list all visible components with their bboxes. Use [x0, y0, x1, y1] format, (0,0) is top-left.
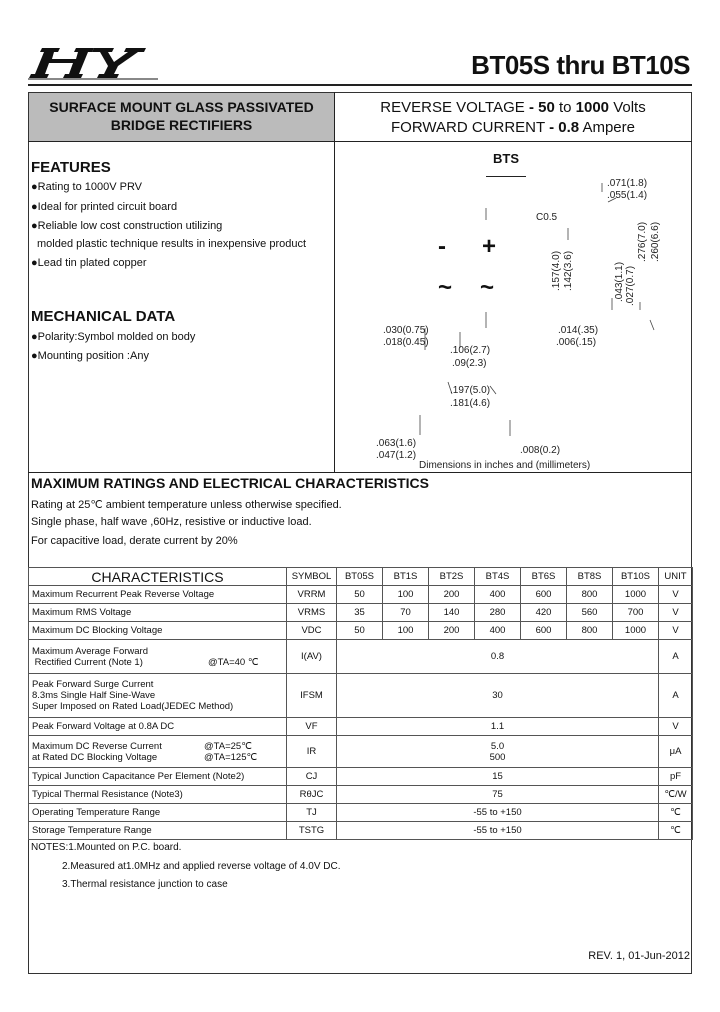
- reverse-voltage-to: to: [558, 99, 572, 116]
- mechanical-item: ●Polarity:Symbol molded on body: [31, 331, 196, 343]
- cell-value: 800: [567, 586, 613, 604]
- ratings-note: For capacitive load, derate current by 20%: [31, 535, 238, 547]
- dimension-label: C0.5: [536, 212, 558, 223]
- table-row: [29, 822, 693, 840]
- feature-item: ●Reliable low cost construction utilizing: [31, 220, 223, 232]
- cell-value: 0.8: [337, 640, 659, 674]
- row-unit: V: [659, 604, 693, 622]
- row-unit: ℃/W: [659, 786, 693, 804]
- document-title: BT05S thru BT10S: [471, 50, 690, 80]
- cell-value: 1000: [613, 622, 659, 640]
- reverse-voltage-min: 50: [538, 99, 555, 116]
- dimension-label: .157(4.0): [551, 250, 562, 291]
- table-row: [29, 586, 693, 604]
- ratings-note: Rating at 25℃ ambient temperature unless otherwise specified.: [31, 499, 342, 511]
- table-row: [29, 804, 693, 822]
- cell-value: 70: [383, 604, 429, 622]
- cell-value: -55 to +150: [337, 822, 659, 840]
- dimension-label: .027(0.7): [625, 265, 636, 306]
- cell-value: 140: [429, 604, 475, 622]
- dimension-label: .276(7.0): [637, 221, 648, 262]
- row-unit: A: [659, 640, 693, 674]
- ratings-summary: [335, 98, 691, 138]
- cell-value: 280: [475, 604, 521, 622]
- row-label: Operating Temperature Range: [29, 804, 287, 822]
- feature-item: ●Lead tin plated copper: [31, 257, 147, 269]
- cell-value: 5.0 500: [337, 736, 659, 768]
- column-header: BT6S: [521, 568, 567, 586]
- row-unit: V: [659, 586, 693, 604]
- row-label: Peak Forward Surge Current 8.3ms Single Half Sine-Wave Super Imposed on Rated Load(JEDEC Method): [29, 674, 287, 718]
- dimension-label: .260(6.6): [650, 221, 661, 262]
- row-label: Maximum DC Blocking Voltage: [29, 622, 287, 640]
- column-header: BT1S: [383, 568, 429, 586]
- cell-value: 30: [337, 674, 659, 718]
- column-header: BT4S: [475, 568, 521, 586]
- characteristics-table: [28, 567, 693, 840]
- table-row: [29, 718, 693, 736]
- cell-value: 200: [429, 586, 475, 604]
- hy-logo: [28, 44, 158, 80]
- dimension-label: .142(3.6): [563, 250, 574, 291]
- cell-value: 560: [567, 604, 613, 622]
- forward-current-label: FORWARD CURRENT: [391, 119, 545, 136]
- dimension-label: .055(1.4): [607, 190, 648, 201]
- row-label: Maximum RMS Voltage: [29, 604, 287, 622]
- row-symbol: I(AV): [287, 640, 337, 674]
- ratings-heading: MAXIMUM RATINGS AND ELECTRICAL CHARACTERISTICS: [31, 475, 429, 491]
- table-row: [29, 640, 693, 674]
- forward-current-unit: Ampere: [582, 119, 635, 136]
- forward-current-value: 0.8: [558, 119, 580, 136]
- row-symbol: VF: [287, 718, 337, 736]
- row-unit: μA: [659, 736, 693, 768]
- row-symbol: IR: [287, 736, 337, 768]
- table-row: [29, 736, 693, 768]
- minus-symbol: -: [438, 233, 446, 260]
- note-1: NOTES:1.Mounted on P.C. board.: [31, 842, 182, 853]
- row-unit: A: [659, 674, 693, 718]
- cell-value: 1000: [613, 586, 659, 604]
- dimension-label: .008(0.2): [520, 445, 561, 456]
- column-header: SYMBOL: [287, 568, 337, 586]
- forward-current-dash: -: [549, 119, 555, 136]
- product-title-line2: BRIDGE RECTIFIERS: [110, 117, 253, 133]
- dimension-label: .006(.15): [556, 337, 597, 348]
- dimension-label: .106(2.7): [450, 345, 491, 356]
- row-unit: ℃: [659, 822, 693, 840]
- column-header: BT2S: [429, 568, 475, 586]
- cell-value: 600: [521, 586, 567, 604]
- cell-value: 600: [521, 622, 567, 640]
- row-label: Typical Junction Capacitance Per Element (Note2): [29, 768, 287, 786]
- dimension-label: .197(5.0): [450, 385, 491, 396]
- reverse-voltage-max: 1000: [575, 99, 610, 116]
- dimension-label: .030(0.75): [383, 325, 429, 336]
- dimension-label: .018(0.45): [383, 337, 429, 348]
- column-header: BT8S: [567, 568, 613, 586]
- dimension-label: .181(4.6): [450, 398, 491, 409]
- cell-value: 420: [521, 604, 567, 622]
- row-symbol: VRRM: [287, 586, 337, 604]
- cell-value: -55 to +150: [337, 804, 659, 822]
- table-row: [29, 786, 693, 804]
- ac-symbol-right: ~: [480, 274, 495, 301]
- row-label: Maximum Average Forward Rectified Current (Note 1) @TA=40 ℃: [29, 640, 287, 674]
- column-header: BT05S: [337, 568, 383, 586]
- mechanical-item: ●Mounting position :Any: [31, 350, 149, 362]
- cell-value: 15: [337, 768, 659, 786]
- row-symbol: VDC: [287, 622, 337, 640]
- reverse-voltage-unit: Volts: [613, 99, 646, 116]
- row-symbol: CJ: [287, 768, 337, 786]
- row-symbol: TJ: [287, 804, 337, 822]
- ratings-note: Single phase, half wave ,60Hz, resistive or inductive load.: [31, 516, 312, 528]
- cell-value: 400: [475, 622, 521, 640]
- row-symbol: TSTG: [287, 822, 337, 840]
- column-header: CHARACTERISTICS: [29, 568, 287, 586]
- table-row: [29, 674, 693, 718]
- row-symbol: IFSM: [287, 674, 337, 718]
- cell-value: 200: [429, 622, 475, 640]
- dimension-label: .071(1.8): [607, 178, 648, 189]
- cell-value: 100: [383, 622, 429, 640]
- cell-value: 75: [337, 786, 659, 804]
- row-label: Storage Temperature Range: [29, 822, 287, 840]
- cell-value: 800: [567, 622, 613, 640]
- column-header: UNIT: [659, 568, 693, 586]
- note-2: 2.Measured at1.0MHz and applied reverse voltage of 4.0V DC.: [62, 861, 341, 872]
- row-unit: pF: [659, 768, 693, 786]
- package-label: BTS: [493, 151, 519, 166]
- cell-value: 35: [337, 604, 383, 622]
- feature-item: ●Rating to 1000V PRV: [31, 181, 143, 193]
- dimension-label: .09(2.3): [452, 358, 487, 369]
- cell-value: 1.1: [337, 718, 659, 736]
- dimension-label: .047(1.2): [376, 450, 417, 461]
- ac-symbol-left: ~: [438, 274, 453, 301]
- product-title: [29, 93, 334, 141]
- revision-label: REV. 1, 01-Jun-2012: [588, 950, 690, 962]
- feature-item: ●Ideal for printed circuit board: [31, 201, 178, 213]
- table-row: [29, 768, 693, 786]
- features-heading: FEATURES: [31, 159, 111, 176]
- product-title-line1: SURFACE MOUNT GLASS PASSIVATED: [49, 99, 314, 115]
- table-row: [29, 604, 693, 622]
- feature-item: molded plastic technique results in inexpensive product: [37, 238, 307, 250]
- row-label: Typical Thermal Resistance (Note3): [29, 786, 287, 804]
- mechanical-heading: MECHANICAL DATA: [31, 308, 176, 325]
- dimensions-caption: Dimensions in inches and (millimeters): [419, 460, 591, 471]
- cell-value: 100: [383, 586, 429, 604]
- row-unit: ℃: [659, 804, 693, 822]
- row-symbol: RθJC: [287, 786, 337, 804]
- reverse-voltage-dash: -: [528, 99, 534, 116]
- plus-symbol: +: [482, 233, 497, 260]
- note-3: 3.Thermal resistance junction to case: [62, 879, 228, 890]
- table-row: [29, 622, 693, 640]
- reverse-voltage-label: REVERSE VOLTAGE: [380, 99, 525, 116]
- column-header: BT10S: [613, 568, 659, 586]
- cell-value: 700: [613, 604, 659, 622]
- row-label: Maximum Recurrent Peak Reverse Voltage: [29, 586, 287, 604]
- dimension-label: .063(1.6): [376, 438, 417, 449]
- cell-value: 50: [337, 622, 383, 640]
- dimension-label: .014(.35): [558, 325, 599, 336]
- row-unit: V: [659, 718, 693, 736]
- row-label: Maximum DC Reverse Current @TA=25℃ at Rated DC Blocking Voltage @TA=125℃: [29, 736, 287, 768]
- table-header-row: [29, 568, 693, 586]
- row-label: Peak Forward Voltage at 0.8A DC: [29, 718, 287, 736]
- cell-value: 400: [475, 586, 521, 604]
- dimension-label: .043(1.1): [614, 261, 625, 302]
- cell-value: 50: [337, 586, 383, 604]
- row-unit: V: [659, 622, 693, 640]
- row-symbol: VRMS: [287, 604, 337, 622]
